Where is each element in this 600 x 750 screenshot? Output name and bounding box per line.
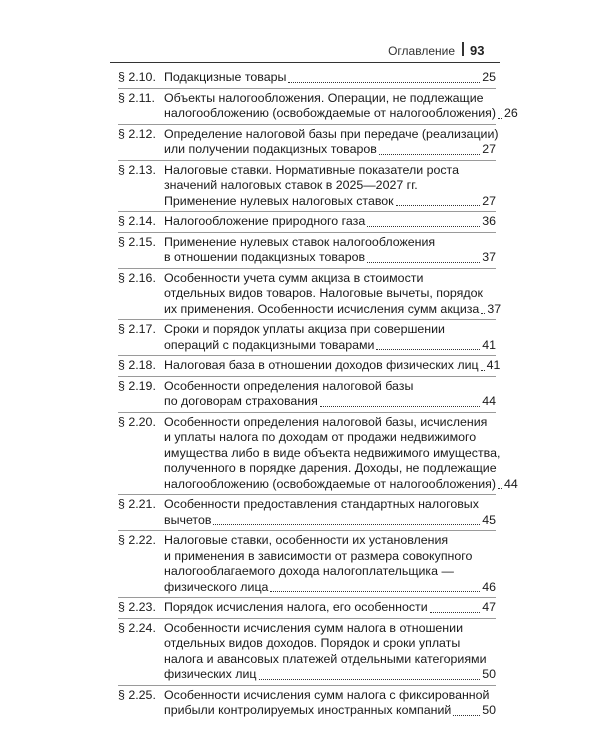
dot-leader: [367, 226, 480, 227]
title-line: прибыли контролируемых иностранных компаний: [164, 703, 452, 717]
page-number[interactable]: 27: [482, 142, 496, 156]
title-line: Особенности определения налоговой базы, исчисления: [164, 414, 488, 429]
section-number: § 2.18.: [118, 358, 156, 372]
section-number: § 2.11.: [118, 90, 155, 105]
dot-leader: [320, 406, 480, 407]
header-separator: [462, 42, 464, 56]
toc-entry[interactable]: [118, 377, 496, 413]
title-line: Особенности исчисления сумм налога в отношении: [164, 620, 463, 635]
dot-leader: [259, 679, 481, 680]
dot-leader: [481, 313, 485, 314]
dot-leader: [498, 488, 502, 489]
dot-leader: [498, 118, 502, 119]
title-line: Определение налоговой базы при передаче (реализации): [164, 126, 499, 141]
toc-entry[interactable]: [118, 686, 496, 721]
toc-entry[interactable]: [118, 89, 518, 125]
section-number: § 2.15.: [118, 234, 156, 249]
dot-leader: [270, 591, 480, 592]
toc-entry[interactable]: [118, 161, 496, 213]
toc-entry[interactable]: [118, 413, 518, 496]
title-line: вычетов: [164, 512, 212, 527]
toc-entry[interactable]: [118, 356, 501, 377]
title-line: физических лиц: [164, 667, 257, 681]
section-title: [164, 270, 502, 318]
dot-leader: [376, 349, 480, 350]
title-line: отдельных видов доходов. Порядок и сроки уплаты: [164, 636, 461, 650]
header-page-number: 93: [470, 43, 485, 58]
page-number[interactable]: 25: [482, 70, 496, 84]
page-number[interactable]: 46: [482, 579, 496, 594]
title-line: Применение нулевых ставок налогообложения: [164, 234, 436, 249]
title-line: Налоговые ставки, особенности их установления: [164, 533, 449, 547]
title-line: Налоговые ставки. Нормативные показатели роста: [164, 162, 459, 177]
section-number: § 2.22.: [118, 533, 156, 547]
section-number: § 2.19.: [118, 378, 156, 393]
toc-entry[interactable]: [118, 269, 502, 321]
section-number: § 2.16.: [118, 270, 156, 285]
page-number[interactable]: 37: [487, 301, 502, 316]
toc-entry[interactable]: [118, 212, 496, 233]
section-title: [164, 322, 496, 353]
title-line: Налоговая база в отношении доходов физических лиц: [164, 358, 479, 372]
page-number[interactable]: 36: [482, 214, 496, 228]
title-line: их применения. Особенности исчисления сумм акциза: [164, 301, 480, 316]
title-line: физического лица: [164, 579, 269, 594]
title-line: в отношении подакцизных товаров: [164, 250, 366, 264]
header-rule: [110, 62, 500, 63]
page-number[interactable]: 50: [482, 667, 496, 681]
title-line: отдельных видов товаров. Налоговые вычеты, порядок: [164, 286, 483, 300]
section-number: § 2.12.: [118, 126, 156, 141]
section-number: § 2.14.: [118, 214, 156, 228]
title-line: налога и авансовых платежей отдельными категориями: [164, 651, 487, 666]
table-of-contents: [118, 68, 518, 721]
section-title: [164, 497, 496, 528]
running-header: [0, 36, 600, 56]
title-line: Особенности исчисления сумм налога с фиксированной: [164, 687, 490, 702]
section-title: [164, 163, 496, 210]
title-line: Особенности учета сумм акциза в стоимости: [164, 270, 424, 285]
title-line: Порядок исчисления налога, его особенности: [164, 600, 428, 614]
toc-entry[interactable]: [118, 598, 496, 619]
section-title: [164, 358, 501, 374]
toc-entry[interactable]: [118, 233, 496, 269]
page-number[interactable]: 41: [486, 358, 501, 372]
toc-entry[interactable]: [118, 531, 496, 598]
dot-leader: [481, 370, 485, 371]
page-number[interactable]: 26: [504, 106, 518, 120]
section-number: § 2.20.: [118, 414, 156, 429]
title-line: Применение нулевых налоговых ставок: [164, 193, 394, 208]
section-title: [164, 70, 496, 86]
section-title: [164, 688, 496, 719]
title-line: Особенности предоставления стандартных налоговых: [164, 497, 479, 511]
section-number: § 2.10.: [118, 70, 156, 84]
section-title: [164, 379, 496, 410]
page-number[interactable]: 45: [482, 512, 496, 527]
toc-entry[interactable]: [118, 320, 496, 356]
title-line: налогообложению (освобождаемые от налогообложения): [164, 106, 497, 120]
section-number: § 2.21.: [118, 497, 156, 511]
section-title: [164, 214, 496, 230]
title-line: Сроки и порядок уплаты акциза при совершении: [164, 322, 445, 336]
section-title: [164, 533, 496, 595]
section-number: § 2.24.: [118, 620, 156, 635]
page-number[interactable]: 44: [482, 394, 496, 408]
section-title: [164, 414, 518, 493]
dot-leader: [288, 82, 480, 83]
title-line: и уплаты налога по доходам от продажи недвижимого: [164, 430, 477, 444]
page-number[interactable]: 27: [482, 193, 496, 208]
title-line: значений налоговых ставок в 2025—2027 гг.: [164, 178, 418, 192]
toc-entry[interactable]: [118, 68, 496, 89]
section-title: [164, 621, 496, 683]
title-line: налогообложению (освобождаемые от налогообложения): [164, 476, 497, 491]
section-title: [164, 126, 499, 158]
page-number[interactable]: 44: [504, 476, 518, 491]
header-title: Оглавление: [388, 44, 455, 58]
toc-entry[interactable]: [118, 619, 496, 686]
title-line: налогооблагаемого дохода налогоплательщика —: [164, 564, 454, 578]
section-number: § 2.25.: [118, 687, 156, 702]
page-number[interactable]: 41: [482, 337, 496, 352]
dot-leader: [396, 205, 481, 206]
toc-entry[interactable]: [118, 125, 499, 161]
title-line: по договорам страхования: [164, 394, 318, 408]
title-line: Особенности определения налоговой базы: [164, 378, 414, 393]
section-number: § 2.13.: [118, 162, 156, 177]
section-title: [164, 600, 496, 616]
dot-leader: [453, 715, 480, 716]
page-number[interactable]: 50: [482, 703, 496, 717]
title-line: или получении подакцизных товаров: [164, 142, 377, 156]
toc-entry[interactable]: [118, 495, 496, 531]
page-number[interactable]: 47: [482, 600, 496, 614]
dot-leader: [367, 262, 480, 263]
dot-leader: [213, 524, 480, 525]
title-line: имущества либо в виде объекта недвижимого имущества,: [164, 445, 501, 460]
title-line: Налогообложение природного газа: [164, 214, 366, 228]
section-number: § 2.17.: [118, 322, 156, 336]
title-line: Подакцизные товары: [164, 70, 287, 84]
section-title: [164, 90, 518, 122]
section-title: [164, 235, 496, 266]
title-line: полученного в порядке дарения. Доходы, не подлежащие: [164, 461, 497, 475]
title-line: Объекты налогообложения. Операции, не подлежащие: [164, 90, 484, 105]
title-line: и применения в зависимости от размера совокупного: [164, 548, 473, 563]
dot-leader: [430, 612, 481, 613]
title-line: операций с подакцизными товарами: [164, 337, 375, 352]
section-number: § 2.23.: [118, 600, 156, 614]
page-number[interactable]: 37: [482, 250, 496, 264]
dot-leader: [379, 154, 480, 155]
